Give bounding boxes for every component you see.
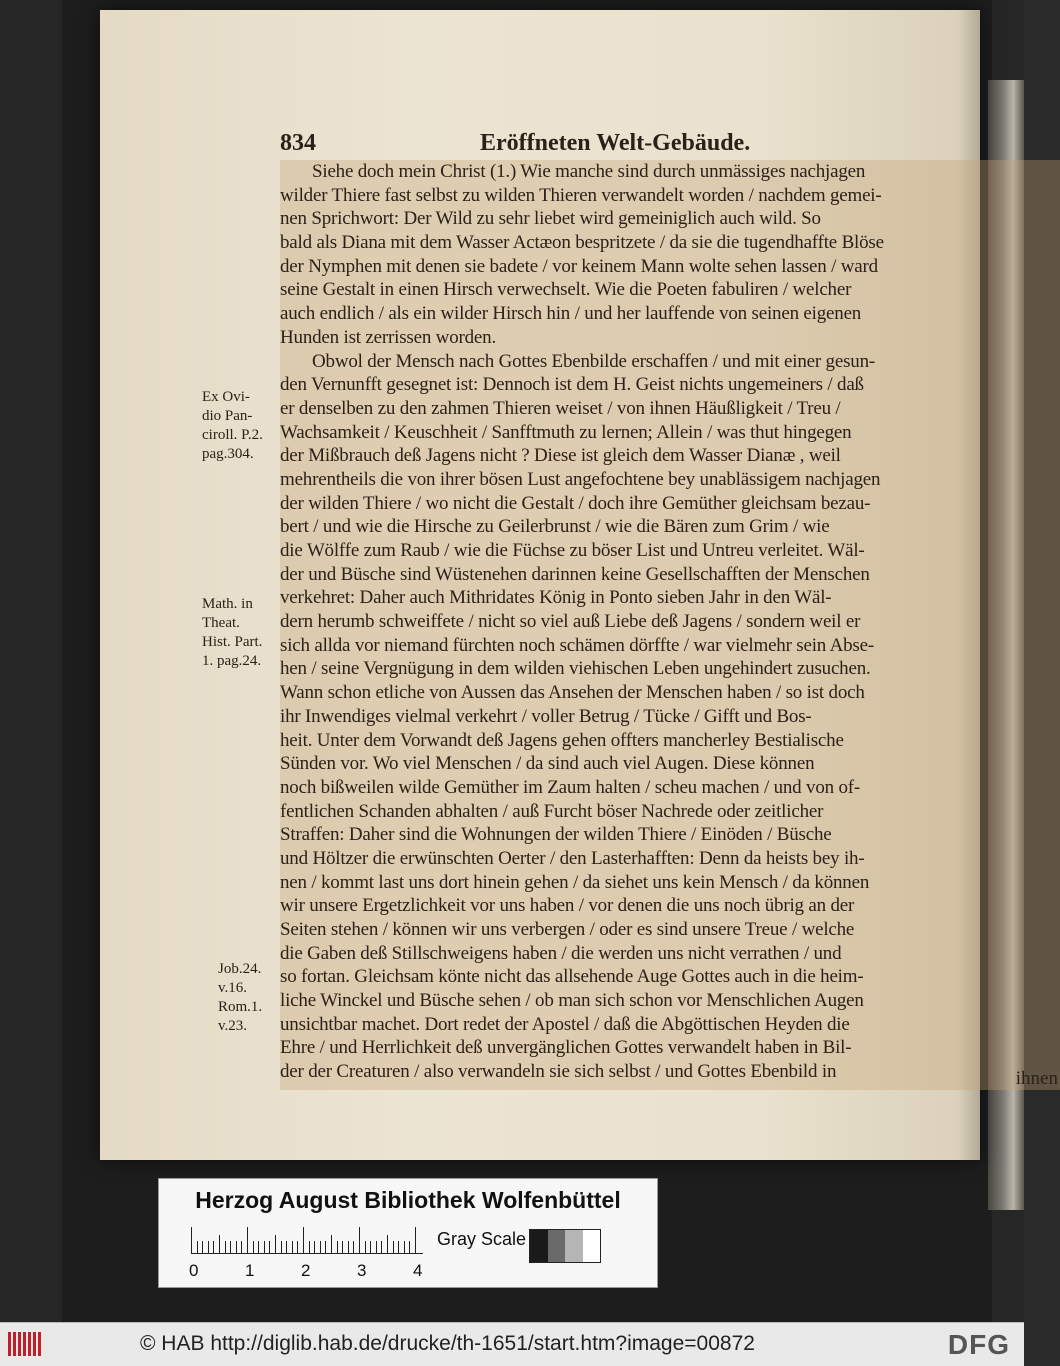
text-line: der wilden Thiere / wo nicht die Gestalt / doch ihre Gemüther gleichsam bezau- <box>280 492 871 514</box>
footer-bar <box>0 1322 1024 1366</box>
ruler-tick <box>398 1241 399 1253</box>
ruler-label-0: 0 <box>189 1261 199 1280</box>
text-line: liche Winckel und Büsche sehen / ob man sich schon vor Menschlichen Augen <box>280 990 864 1012</box>
margin-note-math: Math. in Theat. Hist. Part. 1. pag.24. <box>202 596 263 669</box>
text-line: ihr Inwendiges vielmal verkehrt / voller Betrug / Tücke / Gifft und Bos- <box>280 705 812 727</box>
ruler-tick <box>275 1235 276 1253</box>
text-line: wilder Thiere fast selbst zu wilden Thieren verwandelt worden / nachdem gemei- <box>280 184 882 206</box>
ruler-tick <box>197 1241 198 1253</box>
text-line: noch bißweilen wilde Gemüther im Zaum halten / scheu machen / und von of- <box>280 776 861 798</box>
text-line: hen / seine Vergnügung in dem wilden viehischen Leben ungehindert zusuchen. <box>280 658 871 680</box>
text-line: er denselben zu den zahmen Thieren weiset / von ihnen Häußligkeit / Treu / <box>280 397 841 419</box>
ruler-tick <box>225 1241 226 1253</box>
ruler-tick <box>409 1241 410 1253</box>
ruler-tick <box>342 1241 343 1253</box>
text-line: der Nymphen mit denen sie badete / vor keinem Mann wolte sehen lassen / ward <box>280 255 878 277</box>
text-line: mehrentheils die von ihrer bösen Lust angefochtene bey unablässigem nachjagen <box>280 468 881 490</box>
ruler-tick <box>286 1241 287 1253</box>
text-line: Wann schon etliche von Aussen das Ansehen der Menschen haben / so ist doch <box>280 682 865 704</box>
text-line: der der Creaturen / also verwandeln sie sich selbst / und Gottes Ebenbild in <box>280 1061 837 1083</box>
ruler-tick <box>241 1241 242 1253</box>
copyright-url[interactable]: © HAB http://diglib.hab.de/drucke/th-1651/start.htm?image=00872 <box>140 1332 755 1355</box>
running-title: Eröffneten Welt-Gebäude. <box>480 130 751 156</box>
text-line: dern herumb schweiffete / nicht so viel auß Liebe deß Jagens / sondern weil er <box>280 611 861 633</box>
page-number: 834 <box>280 130 316 156</box>
ruler-tick <box>309 1241 310 1253</box>
library-name: Herzog August Bibliothek Wolfenbüttel <box>195 1187 621 1213</box>
ruler-tick <box>348 1241 349 1253</box>
ruler-tick <box>281 1241 282 1253</box>
text-line: der Mißbrauch deß Jagens nicht ? Diese ist gleich dem Wasser Dianæ , weil <box>280 445 841 467</box>
ruler-tick <box>230 1241 231 1253</box>
ruler-tick <box>264 1241 265 1253</box>
gray-swatch <box>530 1230 548 1262</box>
ruler-tick <box>404 1241 405 1253</box>
scale-ruler <box>191 1227 423 1254</box>
text-line: nen / kommt last uns dort hinein gehen / da siehet uns kein Mensch / da können <box>280 871 870 893</box>
ruler-tick <box>269 1241 270 1253</box>
text-line: sich allda vor niemand fürchten noch schämen dörffte / war vielmehr sein Abse- <box>280 634 874 656</box>
text-line: bald als Diana mit dem Wasser Actæon bespritzete / da sie die tugendhaffte Blöse <box>280 232 884 254</box>
book-page <box>100 10 1058 1160</box>
hab-barcode-icon <box>8 1332 44 1356</box>
text-line: auch endlich / als ein wilder Hirsch hin / und her lauffende von seinen eigenen <box>280 303 862 325</box>
text-line: unsichtbar machet. Dort redet der Apostel / daß die Abgöttischen Heyden die <box>280 1013 850 1035</box>
ruler-tick <box>202 1241 203 1253</box>
catchword: ihnen <box>1015 1068 1058 1089</box>
ruler-tick <box>365 1241 366 1253</box>
library-banner <box>158 1178 658 1288</box>
ruler-tick <box>247 1227 248 1253</box>
ruler-tick <box>331 1235 332 1253</box>
ruler-tick <box>208 1241 209 1253</box>
gray-swatch <box>565 1230 583 1262</box>
margin-note-ovid: Ex Ovi- dio Pan- ciroll. P.2. pag.304. <box>202 389 263 462</box>
text-line: die Gaben deß Stillschweigens haben / die werden uns nicht verrathen / und <box>280 942 842 964</box>
text-line: der und Büsche sind Wüstenehen darinnen keine Gesellschafften der Menschen <box>280 563 870 585</box>
text-line: seine Gestalt in einen Hirsch verwechselt. Wie die Poeten fabuliren / welcher <box>280 279 852 301</box>
ruler-tick <box>353 1241 354 1253</box>
gray-scale-swatches <box>529 1229 601 1263</box>
gray-swatch <box>583 1230 601 1262</box>
ruler-tick <box>253 1241 254 1253</box>
text-line: verkehret: Daher auch Mithridates König in Ponto sieben Jahr in den Wäl- <box>280 587 832 609</box>
text-line: wir unsere Ergetzlichkeit vor uns haben / vor denen die uns noch übrig an der <box>280 895 855 917</box>
text-line: heit. Unter dem Vorwandt deß Jagens gehen offters mancherley Bestialische <box>280 729 844 751</box>
ruler-tick <box>303 1227 304 1253</box>
margin-note-job: Job.24. v.16. Rom.1. v.23. <box>218 961 263 1034</box>
text-line: fentlichen Schanden abhalten / auß Furcht böser Nachrede oder zeitlicher <box>280 800 824 822</box>
print-block <box>280 130 1060 1090</box>
text-line: Ehre / und Herrlichkeit deß unvergänglichen Gottes verwandelt haben in Bil- <box>280 1037 852 1059</box>
text-line: nen Sprichwort: Der Wild zu sehr liebet wird gemeiniglich auch wild. So <box>280 208 821 230</box>
text-line: Straffen: Daher sind die Wohnungen der wilden Thiere / Einöden / Büsche <box>280 824 832 846</box>
ruler-tick <box>393 1241 394 1253</box>
ruler-tick <box>236 1241 237 1253</box>
page-header <box>280 130 1060 160</box>
ruler-tick <box>191 1227 192 1253</box>
ruler-tick <box>370 1241 371 1253</box>
ruler-label-2: 2 <box>301 1261 311 1280</box>
text-line: Hunden ist zerrissen worden. <box>280 326 497 348</box>
gray-swatch <box>548 1230 566 1262</box>
text-line: so fortan. Gleichsam könte nicht das allsehende Auge Gottes auch in die heim- <box>280 966 864 988</box>
ruler-tick <box>337 1241 338 1253</box>
ruler-tick <box>219 1235 220 1253</box>
ruler-tick <box>292 1241 293 1253</box>
text-line: Seiten stehen / können wir uns verbergen / oder es sind unsere Treue / welche <box>280 919 855 940</box>
ruler-tick <box>325 1241 326 1253</box>
text-line: Siehe doch mein Christ (1.) Wie manche sind durch unmässiges nachjagen <box>312 161 866 182</box>
ruler-tick <box>359 1227 360 1253</box>
gray-scale-label: Gray Scale <box>437 1229 527 1249</box>
text-line: Wachsamkeit / Keuschheit / Sanfftmuth zu lernen; Allein / was thut hingegen <box>280 421 852 443</box>
text-line: und Höltzer die erwünschten Oerter / den Lasterhafften: Denn da heists bey ih- <box>280 847 865 869</box>
text-line: Obwol der Mensch nach Gottes Ebenbilde erschaffen / und mit einer gesun- <box>312 350 875 372</box>
ruler-tick <box>213 1241 214 1253</box>
text-line: den Vernunfft gesegnet ist: Dennoch ist dem H. Geist nichts ungemeiners / daß <box>280 374 864 396</box>
ruler-tick <box>258 1241 259 1253</box>
ruler-tick <box>376 1241 377 1253</box>
ruler-tick <box>297 1241 298 1253</box>
text-line: die Wölffe zum Raub / wie die Füchse zu böser List und Untreu verleitet. Wäl- <box>280 540 865 561</box>
ruler-label-4: 4 <box>413 1261 423 1280</box>
dfg-logo: DFG <box>947 1329 1010 1360</box>
ruler-tick <box>387 1235 388 1253</box>
text-line: bert / und wie die Hirsche zu Geilerbrunst / wie die Bären zum Grim / wie <box>280 516 830 538</box>
ruler-tick <box>415 1227 416 1253</box>
ruler-label-1: 1 <box>245 1261 255 1280</box>
text-line: Sünden vor. Wo viel Menschen / da sind auch viel Augen. Diese können <box>280 753 815 775</box>
ruler-label-3: 3 <box>357 1261 367 1280</box>
ruler-tick <box>320 1241 321 1253</box>
ruler-tick <box>381 1241 382 1253</box>
ruler-tick <box>314 1241 315 1253</box>
body-text <box>280 160 1060 1090</box>
